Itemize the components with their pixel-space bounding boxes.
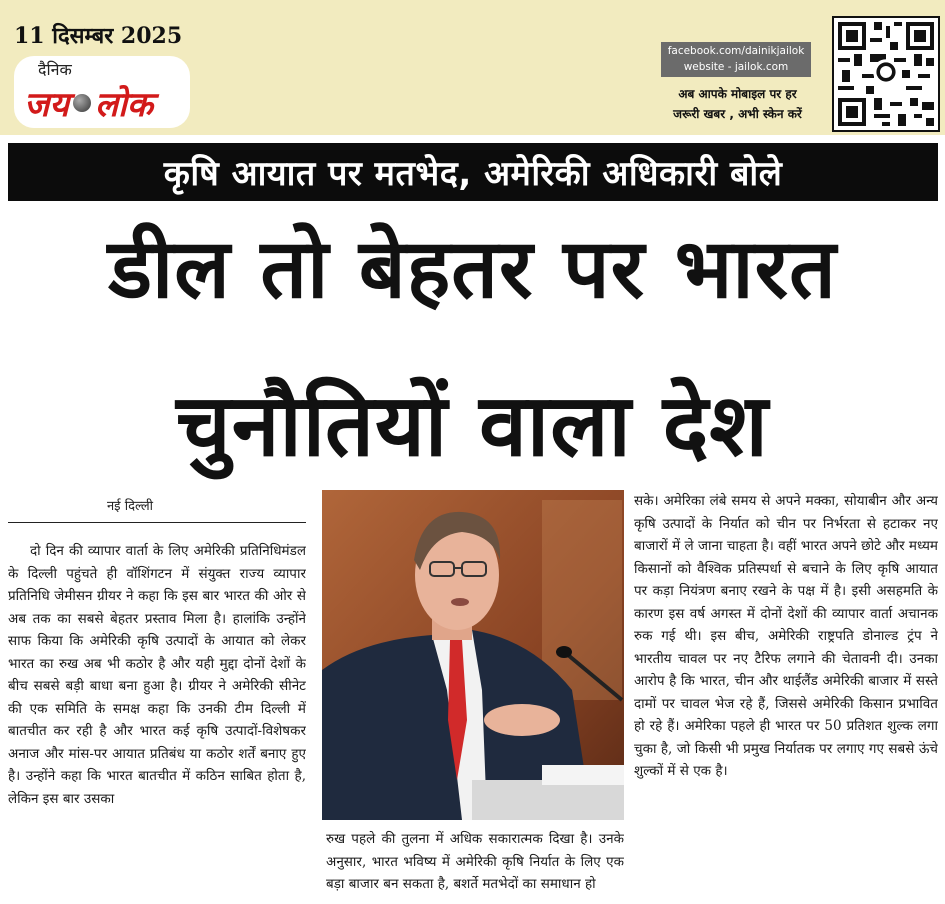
dateline: नई दिल्ली xyxy=(106,499,154,514)
logo-name-right: लोक xyxy=(94,85,153,125)
kicker-bar xyxy=(8,143,938,201)
scan-line-1: अब आपके मोबाइल पर हर xyxy=(678,87,797,101)
edition-date: 11 दिसम्बर 2025 xyxy=(14,23,183,49)
masthead xyxy=(0,0,945,135)
article-column-2: रुख पहले की तुलना में अधिक सकारात्मक दिखा है। उनके अनुसार, भारत भविष्य में अमेरिकी कृषि निर्यात के लिए एक बड़ा बाजार बन सकता है, बशर्ते मतभेदों का समाधान हो xyxy=(326,831,624,892)
dateline-divider xyxy=(8,522,306,523)
website-link: website - jailok.com xyxy=(683,61,789,73)
kicker-text: कृषि आयात पर मतभेद, अमेरिकी अधिकारी बोले xyxy=(163,154,783,194)
logo-small-text: दैनिक xyxy=(38,60,72,79)
article-photo xyxy=(322,490,624,820)
newspaper-logo xyxy=(14,56,190,128)
article-column-3: सके। अमेरिका लंबे समय से अपने मक्का, सोयाबीन और अन्य कृषि उत्पादों के निर्यात को चीन पर निर्भरता से हटाकर नए बाजारों में ले जाना चाहता है। वहीं भारत अपने छोटे और मध्यम किसानों को वैश्विक प्रतिस्पर्धा से बचाने के लिए कृषि आयात पर कड़ा नियंत्रण बनाए रखने के पक्ष में है। इसी असहमति के कारण इस वर्ष अगस्त में दोनों देशों की व्यापार वार्ता अचानक रुक गई थी। इस बीच, अमेरिकी राष्ट्रपति डोनाल्ड ट्रंप ने भारतीय चावल पर नए टैरिफ लगाने की चेतावनी दी। उनका आरोप है कि भारत, चीन और थाईलैंड अमेरिकी बाजार में सस्ते दामों पर चावल भेज रहे हैं, जिससे अमेरिकी किसान प्रभावित हो रहे हैं। अमेरिका पहले ही भारत पर 50 प्रतिशत शुल्क लगा चुका है, जो किसी भी प्रमुख निर्यातक पर लगाए गए सबसे ऊंचे शुल्कों में से एक है। xyxy=(634,493,938,779)
logo-name-left: जय xyxy=(24,85,69,125)
logo-name xyxy=(24,80,153,126)
headline-line-1: डील तो बेहतर पर भारत xyxy=(108,222,837,317)
globe-icon xyxy=(73,94,91,112)
facebook-link: facebook.com/dainikjailok xyxy=(667,45,805,57)
qr-code-icon xyxy=(832,16,940,132)
headline-line-2: चुनौतियों वाला देश xyxy=(176,376,769,476)
scan-prompt xyxy=(655,84,820,124)
article-column-1: दो दिन की व्यापार वार्ता के लिए अमेरिकी प्रतिनिधिमंडल के दिल्ली पहुंचते ही वॉशिंगटन में संयुक्त राज्य व्यापार प्रतिनिधि जेमीसन ग्रीयर ने कहा कि इस बार भारत की ओर से अब तक का सबसे बेहतर प्रस्ताव मिला है। हालांकि उन्होंने साफ किया कि अमेरिकी कृषि उत्पादों के आयात को लेकर भारत का रुख अब भी कठोर है और यही मुद्दा दोनों देशों के बीच सबसे बड़ी बाधा बना हुआ है। ग्रीयर ने अमेरिकी सीनेट की एक समिति के समक्ष कहा कि उनकी टीम दिल्ली में बातचीत कर रही है और भारत कई कृषि उत्पादों-विशेषकर अनाज और मांस-पर आयात प्रतिबंध या कठोर शर्तें बनाए हुए है। उन्होंने कहा कि भारत बातचीत में कठिन साबित होता है, लेकिन इस बार उसका xyxy=(8,543,306,807)
social-links-box xyxy=(661,42,811,77)
scan-line-2: जरूरी खबर , अभी स्केन करें xyxy=(673,107,802,121)
